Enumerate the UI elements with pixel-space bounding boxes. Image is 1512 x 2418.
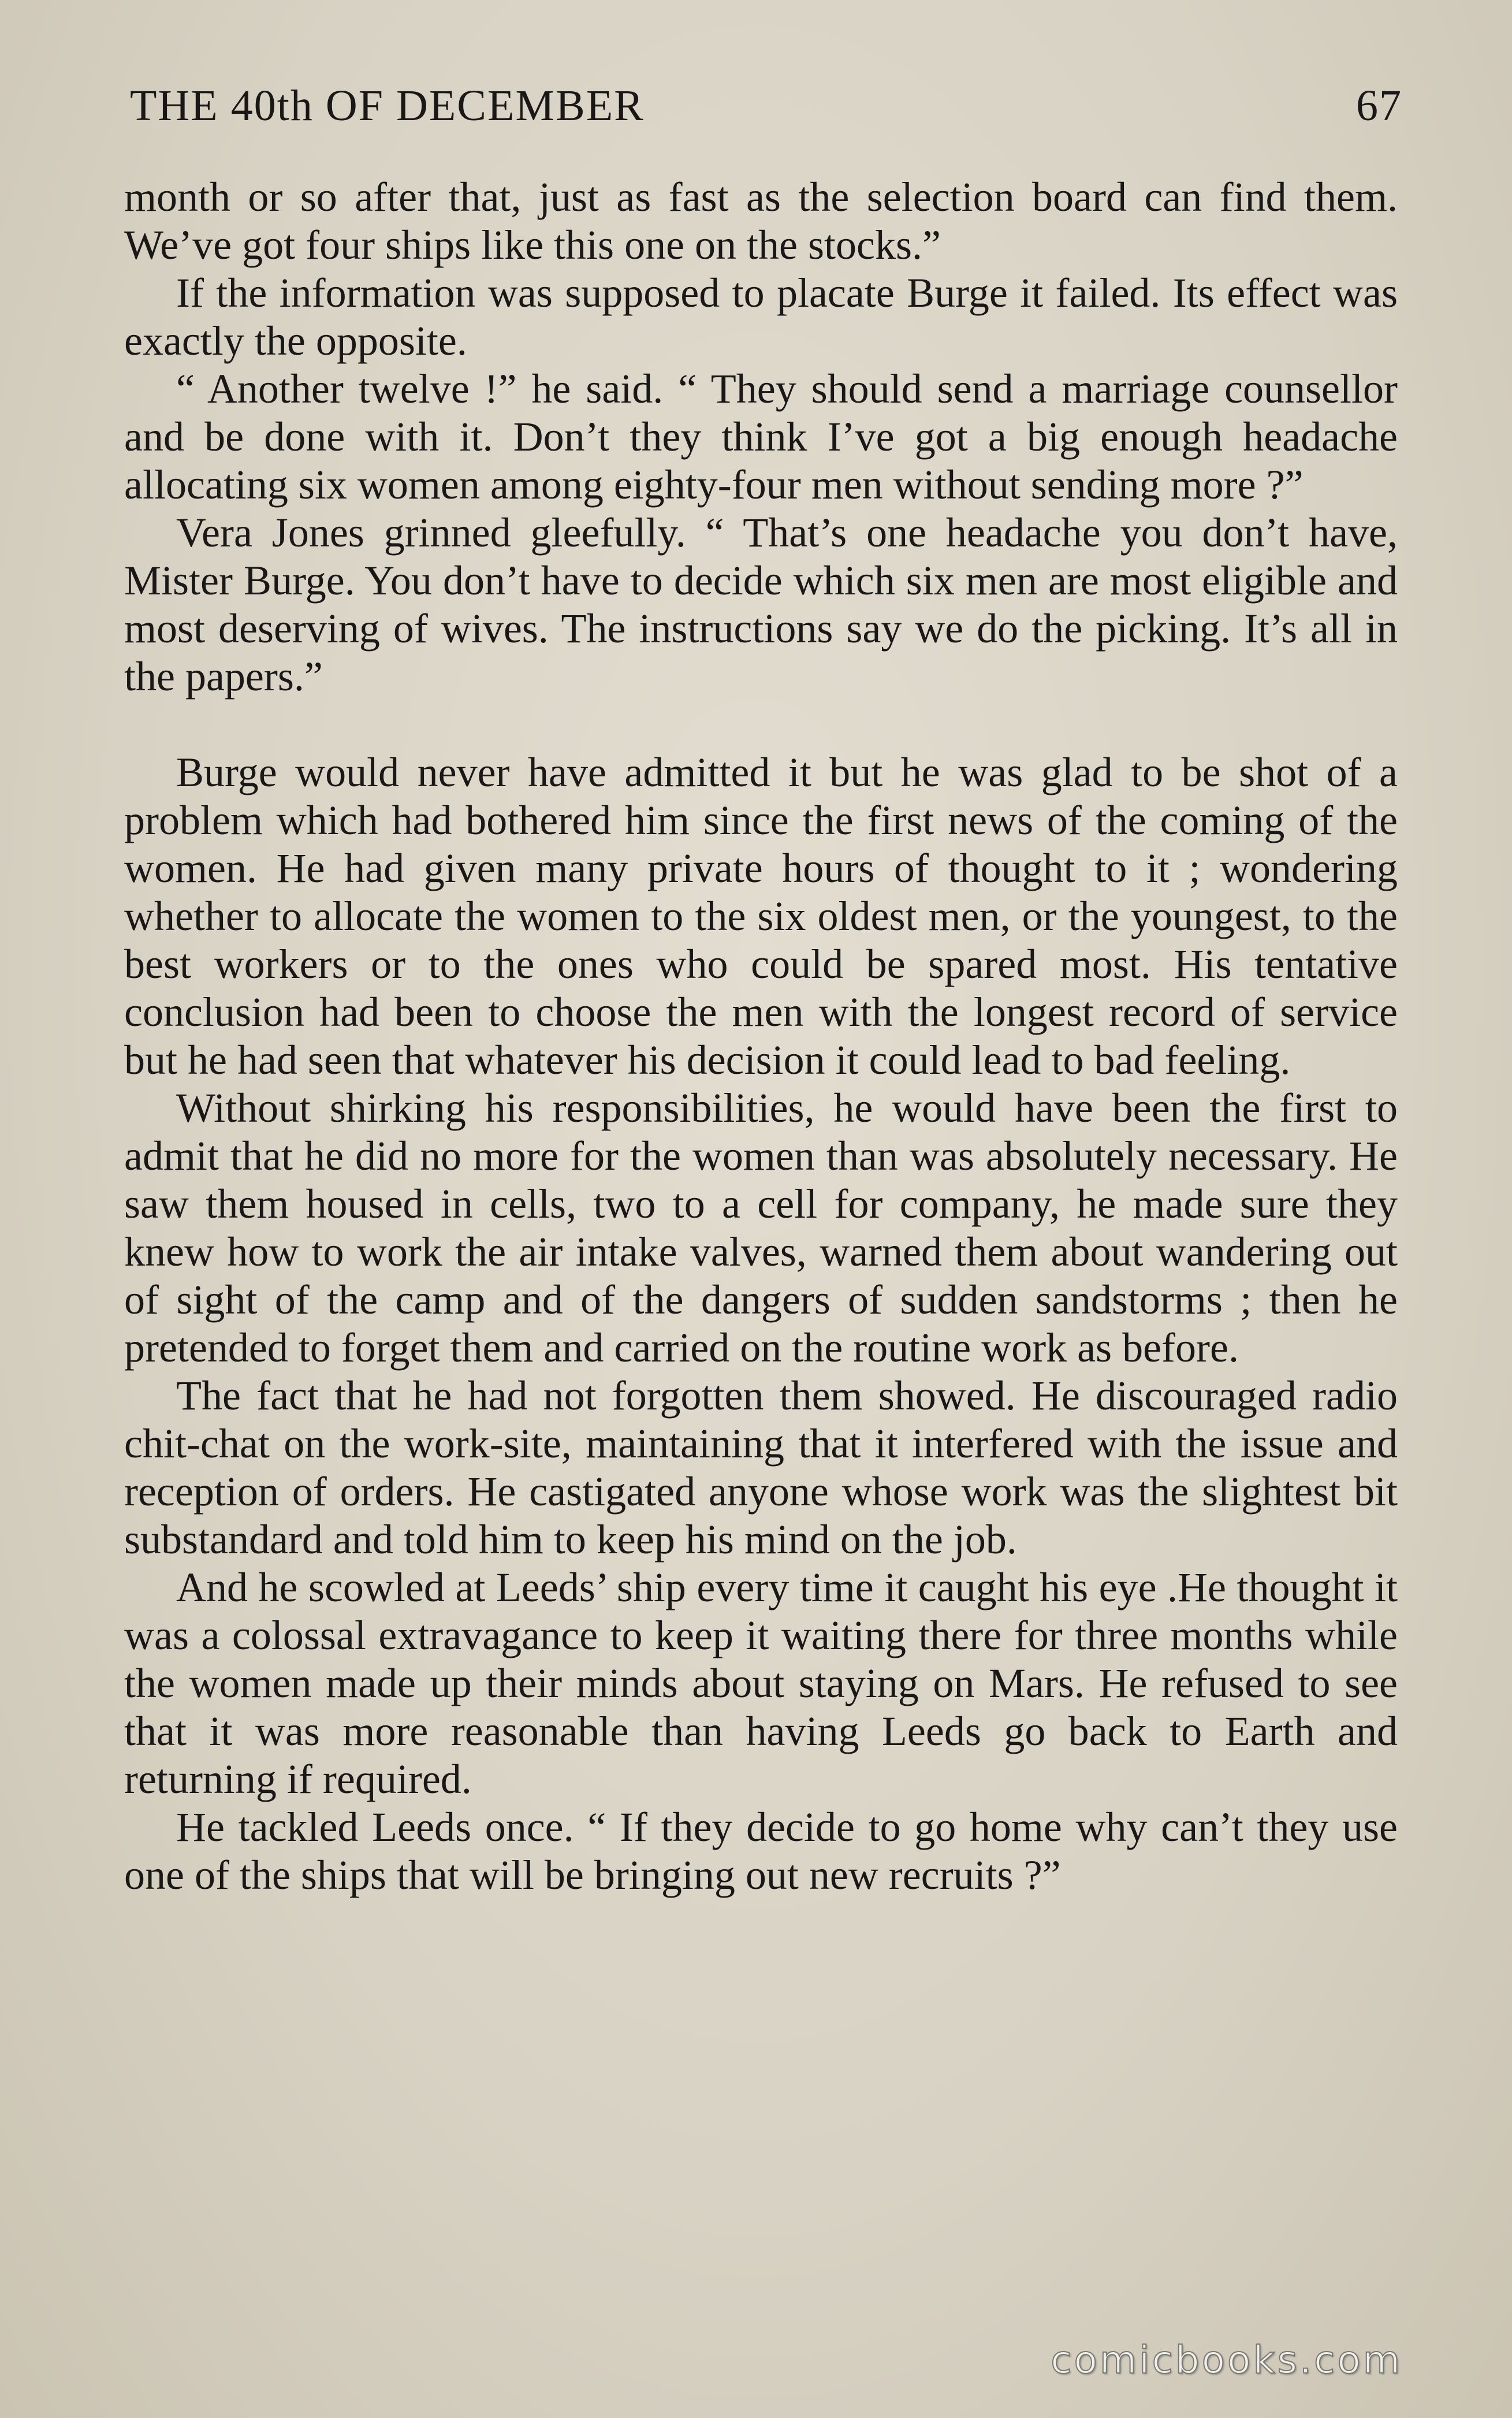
paragraph: Vera Jones grinned gleefully. “ That’s one headache you don’t have, Mister Burge. You don’t have to decide which six men are most eligible and most deserving of wives. The instructions say we do the picking. It’s all in the papers.” (124, 509, 1398, 700)
paragraph: If the information was supposed to placate Burge it failed. Its effect was exactly the opposite. (124, 270, 1398, 364)
paragraph: And he scowled at Leeds’ ship every time it caught his eye .He thought it was a colossal extravagance to keep it waiting there for three months while the women made up their minds about staying on Mars. He refused to see that it was more reasonable than having Leeds go back to Earth and returning if required. (124, 1564, 1398, 1802)
paragraph: Burge would never have admitted it but he was glad to be shot of a problem which had bothered him since the first news of the coming of the women. He had given many private hours of thought to it ; wondering whether to allocate the women to the six oldest men, or the youngest, to the best workers or to the ones who could be spared most. His tentative conclusion had been to choose the men with the longest record of service but he had seen that whatever his decision it could lead to bad feeling. (124, 749, 1398, 1083)
watermark: comicbooks.com (1051, 2338, 1402, 2382)
paragraph: “ Another twelve !” he said. “ They should send a marriage counsellor and be done with it. Don’t they think I’ve got a big enough headache allocating six women among eighty-four men without sending more ?” (124, 366, 1398, 508)
running-header (130, 81, 1402, 131)
page-number: 67 (1356, 81, 1402, 130)
body-text (124, 173, 1398, 1899)
paragraph: Without shirking his responsibilities, he would have been the first to admit that he did no more for the women than was absolutely necessary. He saw them housed in cells, two to a cell for company, he made sure they knew how to work the air intake valves, warned them about wandering out of sight of the camp and of the dangers of sudden sandstorms ; then he pretended to forget them and carried on the routine work as before. (124, 1085, 1398, 1371)
running-title: THE 40th OF DECEMBER (130, 81, 645, 130)
paragraph: The fact that he had not forgotten them showed. He discouraged radio chit-chat on the work-site, maintaining that it interfered with the issue and reception of orders. He castigated anyone whose work was the slightest bit substandard and told him to keep his mind on the job. (124, 1372, 1398, 1563)
paragraph: He tackled Leeds once. “ If they decide to go home why can’t they use one of the ships that will be bringing out new recruits ?” (124, 1804, 1398, 1898)
paragraph: month or so after that, just as fast as the selection board can find them. We’ve got four ships like this one on the stocks.” (124, 174, 1398, 268)
